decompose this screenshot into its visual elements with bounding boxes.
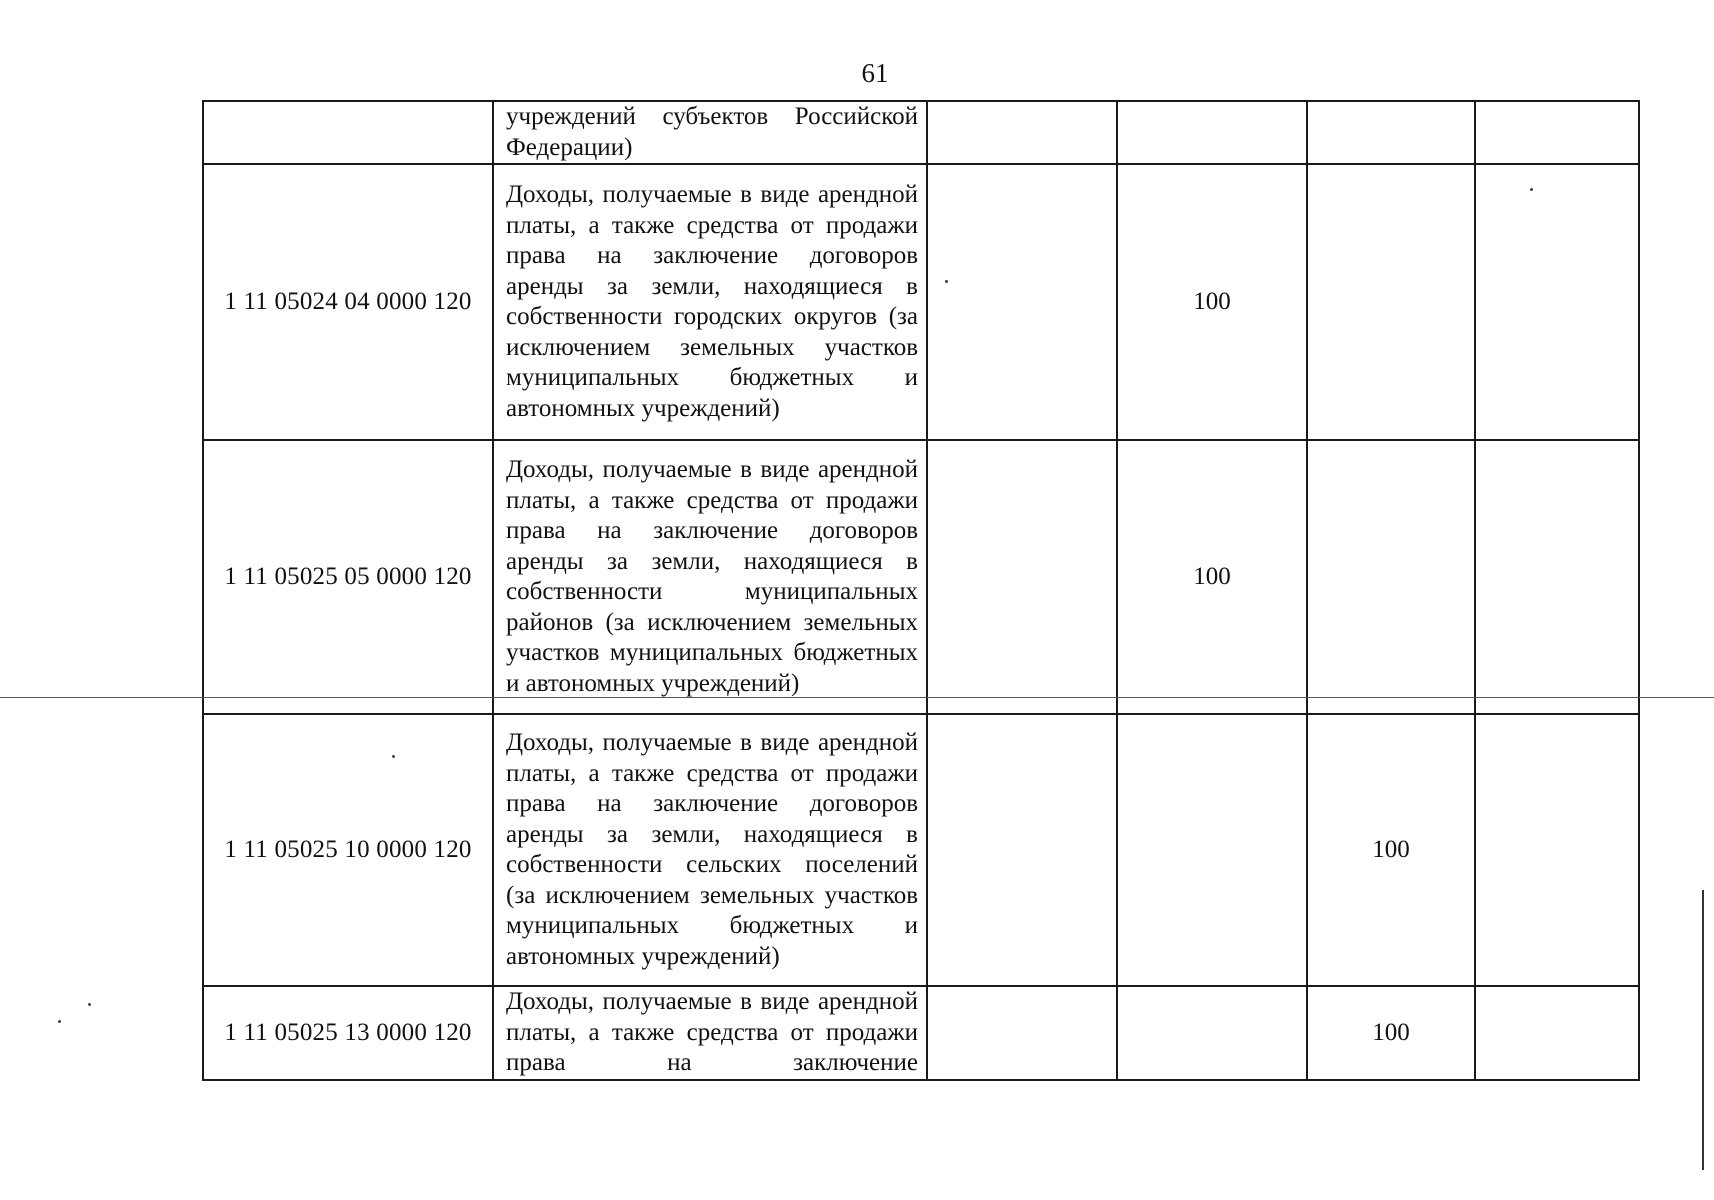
scan-speck [945, 280, 948, 283]
row-value-col3 [927, 164, 1117, 440]
revenue-table [202, 100, 1640, 1081]
table-row [203, 714, 1639, 986]
row-value-col5: 100 [1307, 986, 1475, 1080]
row-value-col5: 100 [1307, 714, 1475, 986]
row-description: Доходы, получаемые в виде арендной платы, а также средства от продажи права на заключение [493, 986, 927, 1080]
page-number: 61 [861, 58, 889, 88]
row-value-col3 [927, 101, 1117, 164]
row-value-col6 [1475, 440, 1639, 714]
row-value-col5 [1307, 440, 1475, 714]
scan-fold-line [0, 697, 1714, 698]
row-description: Доходы, получаемые в виде арендной платы, а также средства от продажи права на заключение договоров аренды за земли, находящиеся в собственности сельских поселений (за исключением земельных участков муниципальных бюджетных и автономных учреждений) [493, 714, 927, 986]
row-code: 1 11 05025 05 0000 120 [203, 440, 493, 714]
scan-speck [1530, 188, 1533, 191]
row-value-col5 [1307, 164, 1475, 440]
row-code: 1 11 05024 04 0000 120 [203, 164, 493, 440]
row-code: 1 11 05025 13 0000 120 [203, 986, 493, 1080]
table-row [203, 101, 1639, 164]
row-value-col4 [1117, 714, 1307, 986]
row-value-col5 [1307, 101, 1475, 164]
row-value-col3 [927, 440, 1117, 714]
row-code: 1 11 05025 10 0000 120 [203, 714, 493, 986]
row-value-col6 [1475, 164, 1639, 440]
row-value-col4: 100 [1117, 164, 1307, 440]
table-row [203, 986, 1639, 1080]
row-value-col4: 100 [1117, 440, 1307, 714]
row-description: Доходы, получаемые в виде арендной платы, а также средства от продажи права на заключение договоров аренды за земли, находящиеся в собственности городских округов (за исключением земельных участков муниципальных бюджетных и автономных учреждений) [493, 164, 927, 440]
table-row [203, 164, 1639, 440]
scan-speck [58, 1020, 61, 1023]
row-value-col6 [1475, 986, 1639, 1080]
row-value-col3 [927, 714, 1117, 986]
row-code [203, 101, 493, 164]
scan-speck [88, 1003, 91, 1006]
scan-speck [392, 755, 395, 758]
row-value-col4 [1117, 101, 1307, 164]
row-description: учреждений субъектов Российской Федерации) [493, 101, 927, 164]
scan-edge-line [1702, 890, 1704, 1170]
row-value-col6 [1475, 101, 1639, 164]
row-value-col6 [1475, 714, 1639, 986]
row-value-col3 [927, 986, 1117, 1080]
row-description: Доходы, получаемые в виде арендной платы, а также средства от продажи права на заключение договоров аренды за земли, находящиеся в собственности муниципальных районов (за исключением земельных участков муниципальных бюджетных и автономных учреждений) [493, 440, 927, 714]
table-row [203, 440, 1639, 714]
row-value-col4 [1117, 986, 1307, 1080]
